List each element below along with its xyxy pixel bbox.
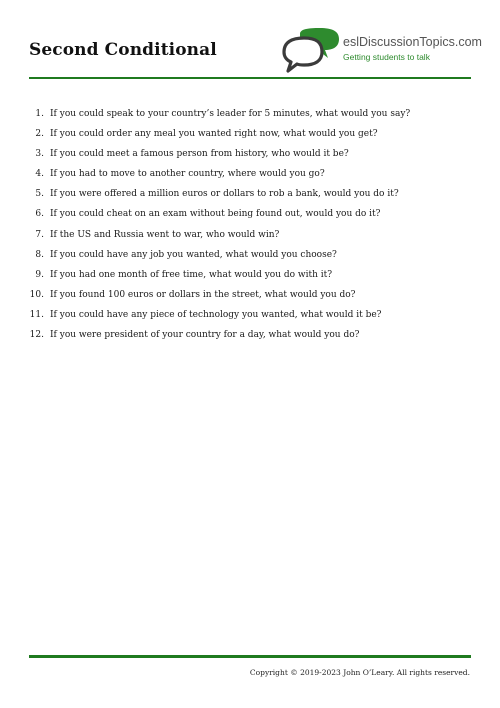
item-text: If the US and Russia went to war, who would win? <box>50 229 280 240</box>
item-number: 9. <box>35 269 44 280</box>
header-divider <box>29 77 471 79</box>
site-logo[interactable] <box>280 28 480 76</box>
item-number: 1. <box>35 109 44 119</box>
item-text: If you could speak to your country’s leader for 5 minutes, what would you say? <box>50 109 411 119</box>
list-item <box>29 325 471 345</box>
copyright-notice: Copyright © 2019-2023 John O’Leary. All rights reserved. <box>249 668 470 677</box>
list-item <box>29 204 471 224</box>
item-text: If you had to move to another country, where would you go? <box>50 169 325 180</box>
item-number: 11. <box>29 309 44 320</box>
item-text: If you were president of your country for a day, what would you do? <box>50 330 360 341</box>
speech-bubbles-icon <box>280 28 342 76</box>
list-item <box>29 104 471 124</box>
page-title: Second Conditional <box>29 40 217 60</box>
item-number: 2. <box>35 129 44 140</box>
brand-name: eslDiscussionTopics.com <box>343 35 482 49</box>
list-item <box>29 124 471 144</box>
list-item <box>29 144 471 164</box>
item-number: 8. <box>35 249 44 260</box>
item-number: 10. <box>29 289 44 300</box>
list-item <box>29 164 471 184</box>
item-text: If you found 100 euros or dollars in the street, what would you do? <box>50 289 356 300</box>
list-item <box>29 265 471 285</box>
item-number: 12. <box>29 330 44 341</box>
item-text: If you were offered a million euros or dollars to rob a bank, would you do it? <box>50 189 399 200</box>
item-text: If you could cheat on an exam without being found out, would you do it? <box>50 209 381 220</box>
item-number: 3. <box>35 149 44 160</box>
list-item <box>29 305 471 325</box>
item-text: If you could have any piece of technology you wanted, what would it be? <box>50 309 382 320</box>
question-list <box>29 104 471 345</box>
list-item <box>29 245 471 265</box>
item-text: If you could order any meal you wanted right now, what would you get? <box>50 129 378 140</box>
item-number: 7. <box>35 229 44 240</box>
item-number: 6. <box>35 209 44 220</box>
item-text: If you could have any job you wanted, what would you choose? <box>50 249 337 260</box>
footer-divider <box>29 655 471 658</box>
item-text: If you had one month of free time, what would you do with it? <box>50 269 333 280</box>
list-item <box>29 225 471 245</box>
item-number: 5. <box>35 189 44 200</box>
item-text: If you could meet a famous person from history, who would it be? <box>50 149 349 160</box>
list-item <box>29 285 471 305</box>
item-number: 4. <box>35 169 44 180</box>
list-item <box>29 184 471 204</box>
brand-tagline: Getting students to talk <box>343 52 430 62</box>
